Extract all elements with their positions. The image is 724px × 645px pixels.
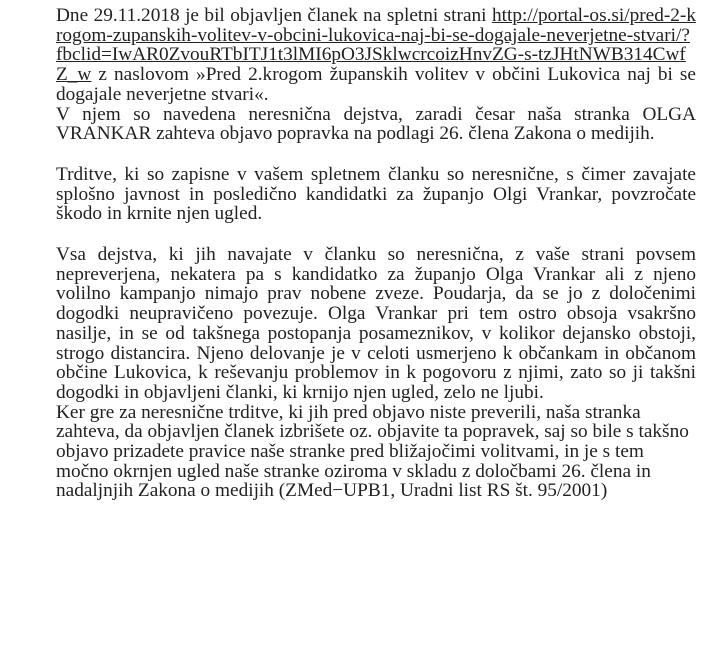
intro-text: Dne 29.11.2018 je bil objavljen članek na spletni strani [56,5,492,26]
article-link[interactable]: http://portal-os.si/pred-2-krogom-zupanskih-volitev-v-obcini-lukovica-naj-bi-se-dogajale-neverjetne-stvari/?fbclid=IwAR0ZvouRTbITJ1t3lMI6pO3JSklwcrcoizHnvZG-s-tzJHtNWB314CwfZ_w [56,5,696,86]
paragraph-intro [56,6,696,105]
paragraph-gap [56,144,696,165]
paragraph-request: Ker gre za neresnične trditve, ki jih pred objavo niste preverili, naša stranka zahteva, da objavljen članek izbrišete oz. objavite ta popravek, saj so bile s takšno objavo prizadete pravice naše stranke pred bližajočimi volitvami, in je s tem močno okrnjen ugled naše stranke oziroma v skladu z določbami 26. člena in nadaljnjih Zakona o medijih (ZMed−UPB1, Uradni list RS št. 95/2001) [56,401,689,502]
letter-body [56,6,696,501]
paragraph-gap [56,224,696,245]
paragraph-claims: Trditve, ki so zapisne v vašem spletnem članku so neresnične, s čimer zavajate splošno javnost in posledično kandidatki za županjo Olgi Vrankar, povzročate škodo in krnite njen ugled. [56,163,696,225]
paragraph-demand: V njem so navedena neresnična dejstva, zaradi česar naša stranka OLGA VRANKAR zahteva objavo popravka na podlagi 26. člena Zakona o medijih. [56,103,696,145]
article-title-text: z naslovom »Pred 2.krogom županskih volitev v občini Lukovica naj bi se dogajale neverjetne stvari«. [56,64,696,105]
paragraph-facts: Vsa dejstva, ki jih navajate v članku so neresnična, z vaše strani povsem nepreverjena, nekatera pa s kandidatko za županjo Olga Vrankar ali z njeno volilno kampanjo nimajo prav nobene zveze. Poudarja, da se jo z določenimi dogodki neupravičeno povezuje. Olga Vrankar pri tem ostro obsoja vsakršno nasilje, in se od takšnega postopanja posameznikov, v kolikor dejansko obstoji, strogo distancira. Njeno delovanje je v celoti usmerjeno k občankam in občanom občine Lukovica, k reševanju problemov in k pogovoru z njimi, zato so ji takšni dogodki in objavljeni članki, ki krnijo njen ugled, zelo ne ljubi. [56,244,696,403]
